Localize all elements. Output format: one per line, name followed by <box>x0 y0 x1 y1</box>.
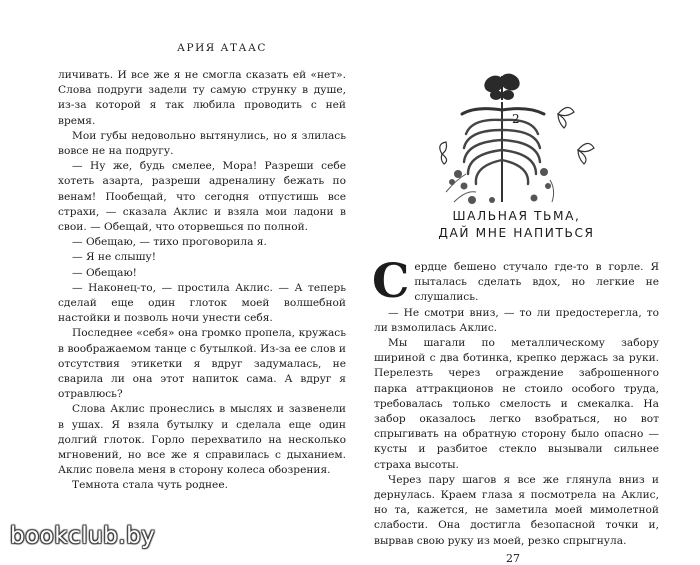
chapter-title-line: ШАЛЬНАЯ ТЬМА, <box>452 209 581 223</box>
first-paragraph <box>372 254 659 309</box>
first-paragraph-text: ердце бешено стучало где-то в горле. Я пыталась сделать вдох, но легкие не слушались. <box>414 261 659 304</box>
paragraph: личивать. И все же я не смогла сказать ей «нет». Слова подруги задели ту самую струнку в душе, из-за которой я так любила проводить с ней время. <box>58 69 346 127</box>
paragraph: Через пару шагов я все же глянула вниз и дернулась. Краем глаза я посмотрела на Аклис, но та, кажется, не заметила моей мимолетной слабости. Она достигла безопасной точки и, вырвав свою руку из моей, резко спрыгнула. <box>374 473 659 547</box>
skeleton-ribcage-with-butterflies-icon <box>436 62 596 212</box>
drop-cap: С <box>372 254 410 309</box>
paragraph: — Наконец-то, — простила Аклис. — А теперь сделай еще один глоток моей волшебной настойки и позволь ночи унести себя. <box>58 281 346 325</box>
paragraph: — Я не слышу! <box>72 251 157 264</box>
chapter-title <box>374 208 659 242</box>
chapter-title-line: ДАЙ МНЕ НАПИТЬСЯ <box>438 226 595 240</box>
left-page <box>58 42 346 494</box>
paragraph: Мы шагали по металлическому забору шириной с два ботинка, крепко держась за руки. Перелезть через ограждение заброшенного парка аттракционов не стоило особого труда, требовалась только смелость и смекалка. На забор оказалось легко взобраться, но вот спрыгивать на обратную сторону было опасно — кусты и разбитое стекло вызывали сильнее страха высоты. <box>374 337 659 471</box>
watermark: bookclub.by <box>10 523 156 549</box>
running-head: АРИЯ АТААС <box>177 42 267 54</box>
chapter-body <box>372 254 659 549</box>
paragraph: — Обещаю, — тихо проговорила я. <box>72 236 267 249</box>
paragraph: — Обещаю! <box>72 266 137 279</box>
paragraph: Темнота стала чуть роднее. <box>72 479 228 492</box>
chapter-number: 2 <box>512 112 520 126</box>
paragraph: Слова Аклис пронеслись в мыслях и зазвенели в ушах. Я взяла бутылку и сделала еще один долгий глоток. Горло перехватило на несколько мгновений, но все же я справилась с дыханием. Аклис повела меня в сторону колеса обозрения. <box>58 403 346 477</box>
paragraph: — Не смотри вниз, — то ли предостерегла, то ли взмолилась Аклис. <box>374 306 659 334</box>
paragraph: Мои губы недовольно вытянулись, но я злилась вовсе не на подругу. <box>58 129 346 158</box>
page-number: 27 <box>506 552 520 565</box>
paragraph: — Ну же, будь смелее, Мора! Разреши себе хотеть азарта, разреши адреналину бежать по венам! Пообещай, что сегодня отпустишь все страхи, — сказала Аклис и взяла мои ладони в свои. — Обещай, что оторвешься по полной. <box>58 160 346 234</box>
paragraph: Последнее «себя» она громко пропела, кружась в воображаемом танце с бутылкой. Из-за ее слов и отсутствия этикетки я вдруг задумалась, не сварила ли она этот напиток сама. А вдруг я отравлюсь? <box>58 327 346 401</box>
